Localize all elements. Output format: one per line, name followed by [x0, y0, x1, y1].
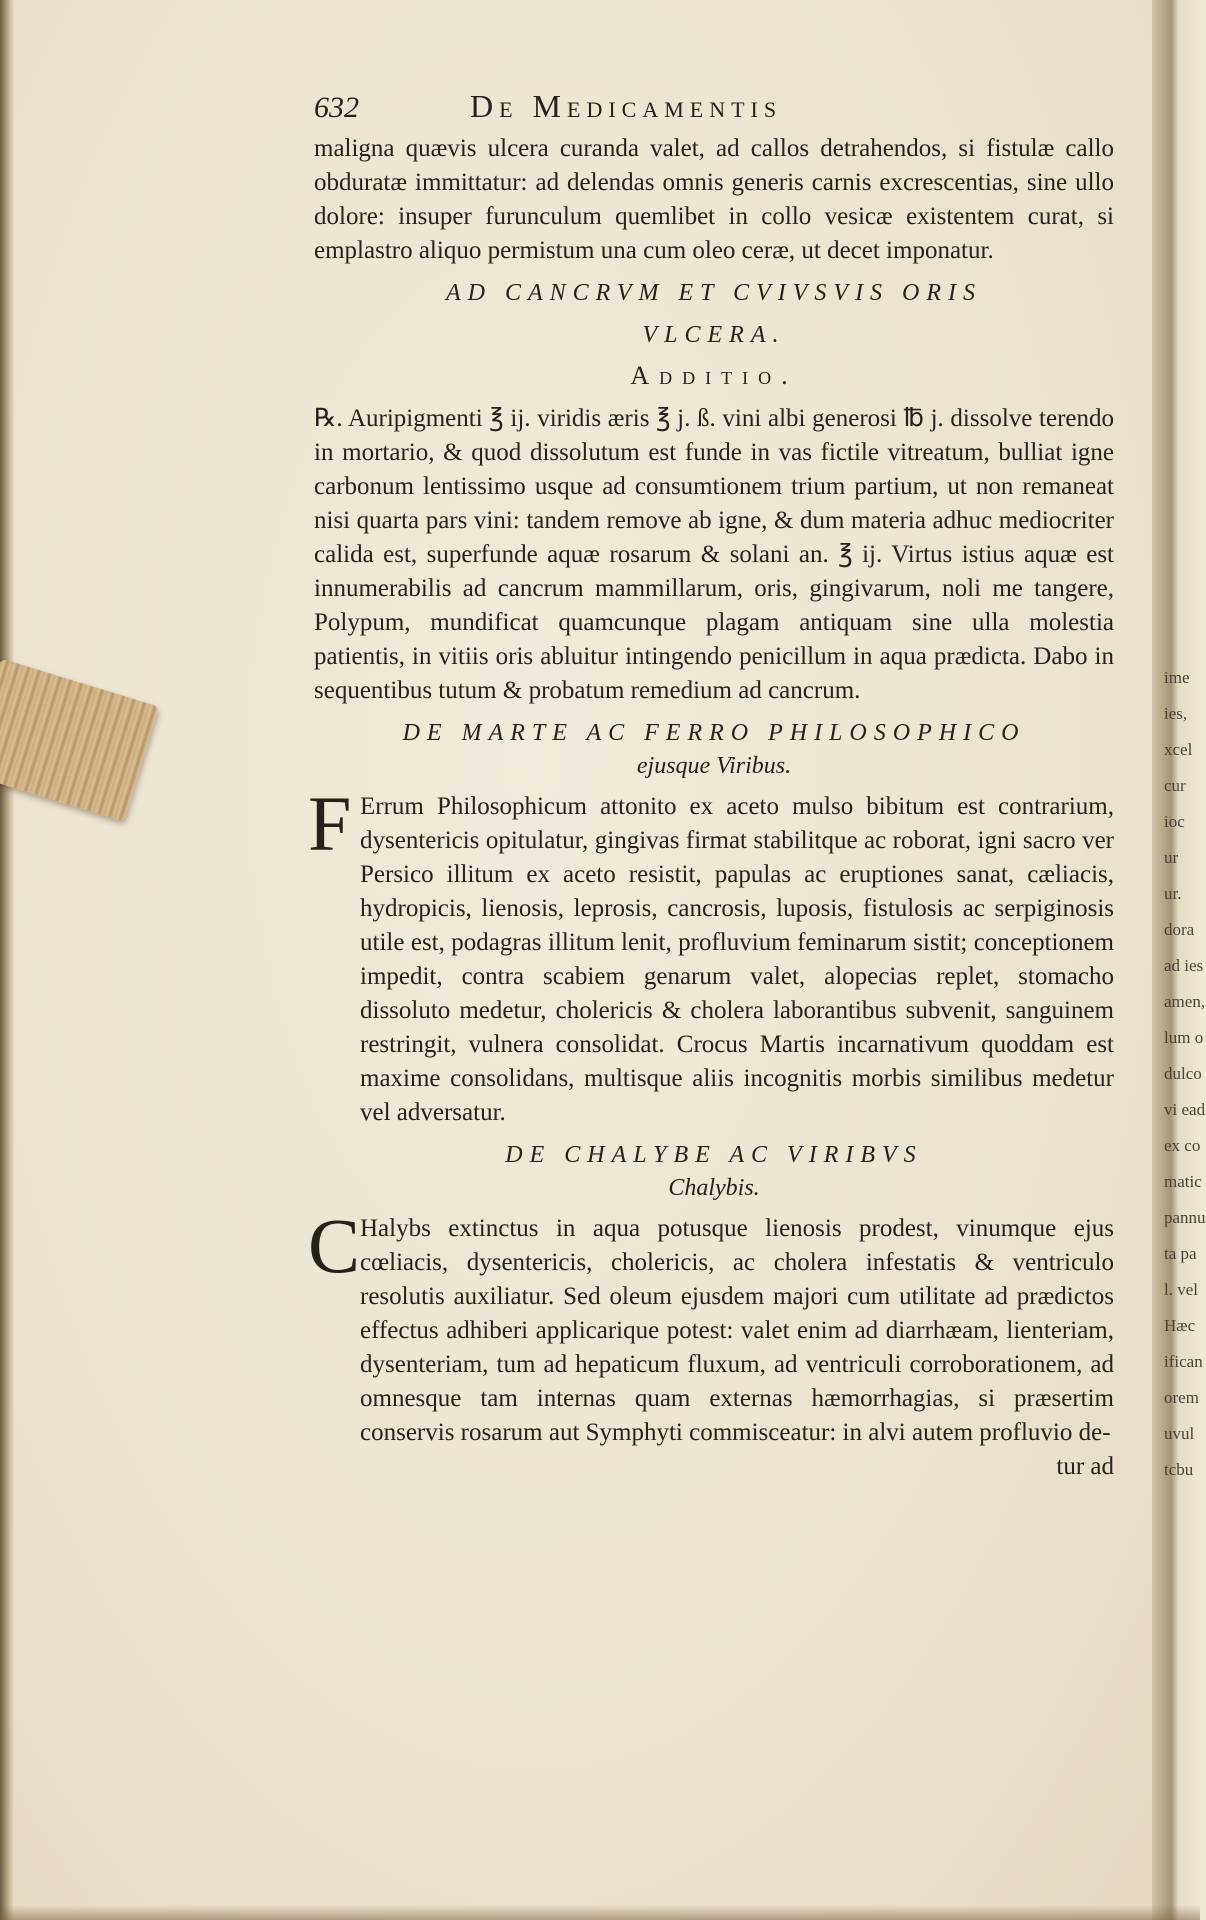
facing-page-fragment: ifican — [1164, 1352, 1203, 1371]
facing-page-fragment: Hæc — [1164, 1316, 1196, 1335]
section-cancrum — [314, 276, 1114, 708]
facing-page-fragment: ioc — [1164, 812, 1185, 831]
facing-page-fragment: amen, — [1164, 992, 1206, 1011]
drop-cap-c: C — [308, 1202, 361, 1289]
facing-page-edge — [1152, 0, 1206, 1920]
facing-page-fragment: vi ead — [1164, 1100, 1206, 1119]
section-heading-marte: DE MARTE AC FERRO PHILOSOPHICO — [402, 720, 1026, 746]
facing-page-fragment: ime — [1164, 668, 1190, 687]
facing-page-fragment: ex co — [1164, 1136, 1201, 1155]
recipe-paragraph: ℞. Auripigmenti ℥ ij. viridis æris ℥ j. ß. vini albi generosi ℔ j. dissolve terendo in mortario, & quod dissolutum est funde in vas fictile vitreatum, bulliat igne carbonum lentissimo usque ad consumtionem trium partium, ut non remaneat nisi quarta pars vini: tandem remove ab igne, & dum materia adhuc mediocriter calida est, superfunde aquæ rosarum & solani an. ℥ ij. Virtus istius aquæ est innumerabilis ad cancrum mammillarum, oris, gingivarum, noli me tangere, Polypum, mundificat quamcunque plagam antiquam sine ulla molestia patientis, in vitiis oris abluitur intingendo penicillum in aqua prædicta. Dabo in sequentibus tutum & probatum remedium ad cancrum. — [314, 405, 1114, 704]
facing-page-fragment: dulco — [1164, 1064, 1202, 1083]
drop-cap-f: F — [308, 780, 352, 867]
facing-page-fragment: lum o — [1164, 1028, 1204, 1047]
facing-page-fragment: dora — [1164, 920, 1195, 939]
chalybe-paragraph-block — [308, 1202, 1114, 1450]
section-chalybe — [308, 1138, 1114, 1484]
section-subheading-marte: ejusque Viribus. — [636, 753, 792, 779]
marte-paragraph: Errum Philosophicum attonito ex aceto mulso bibitum est contrarium, dysentericis opitulatur, gingivas firmat stabilitque ac roborat, igni sacro ver Persico illitum ex aceto resistit, papulas ac eruptiones sanat, cæliacis, hydropicis, lienosis, leprosis, cancrosis, luposis, fistulosis ac serpiginosis utile est, podagras illitum lenit, profluvium feminarum sistit; conceptionem impedit, contra scabiem genarum valet, alopecias replet, stomacho dissoluto medetur, cholericis & cholera laborantibus subvenit, sanguinem restringit, vulnera consolidat. Crocus Martis incarnativum quoddam est maxime consolidans, multisque aliis incognitis morbis similibus medetur vel adversatur. — [360, 793, 1114, 1126]
addition-label: Additio. — [630, 361, 798, 390]
intro-paragraph: maligna quævis ulcera curanda valet, ad callos detrahendos, si fistulæ callo obduratæ immittatur: ad delendas omnis generis carnis excrescentias, sine ullo dolore: insuper furunculum quemlibet in collo vesicæ existentem curat, si emplastro aliquo permistum una cum oleo ceræ, ut decet imponatur. — [314, 135, 1114, 264]
facing-page-fragment: ur. — [1164, 884, 1182, 903]
section-marte — [308, 716, 1114, 1130]
facing-page-fragment: uvul — [1164, 1424, 1195, 1443]
catchword: tur ad — [1056, 1453, 1114, 1480]
facing-page-fragment: ur — [1164, 848, 1179, 867]
facing-page-fragment: xcel — [1164, 740, 1193, 759]
section-heading-chalybe: DE CHALYBE AC VIRIBVS — [505, 1142, 923, 1168]
facing-page-fragment: l. vel — [1164, 1280, 1198, 1299]
bottom-shadow — [0, 1905, 1200, 1920]
page-number: 632 — [314, 91, 359, 124]
facing-page-fragment: ad ies — [1164, 956, 1204, 975]
book-page — [14, 0, 1166, 1920]
section-subheading-chalybe: Chalybis. — [668, 1175, 760, 1201]
facing-page-fragment: tcbu — [1164, 1460, 1194, 1479]
running-head — [314, 88, 1114, 132]
chalybe-paragraph: Halybs extinctus in aqua potusque lienosis prodest, vinumque ejus cœliacis, dysentericis, cholericis, ac cholera infestatis & ventriculo resolutis auxiliatur. Sed oleum ejusdem majori cum utilitate ad prædictos effectus adhiberi applicarique potest: valet enim ad diarrhæam, lienteriam, dysenteriam, tum ad hepaticum fluxum, ad ventriculi corroborationem, ad omnesque tam internas quam externas hæmorrhagias, si præsertim conservis rosarum aut Symphyti commisceatur: in alvi autem profluvio de- — [360, 1215, 1114, 1446]
facing-page-fragment: matic — [1164, 1172, 1202, 1191]
facing-page-fragment: ies, — [1164, 704, 1188, 723]
facing-page-fragment: ta pa — [1164, 1244, 1197, 1263]
scan-left-edge — [0, 0, 14, 1920]
facing-page-fragment: orem — [1164, 1388, 1199, 1407]
running-title: De Medicamentis — [470, 88, 783, 124]
section-heading-cancrum-line2: VLCERA. — [642, 322, 786, 348]
facing-page-fragment: pannu — [1164, 1208, 1206, 1227]
marte-paragraph-block — [308, 780, 1114, 1130]
section-heading-cancrum: AD CANCRVM ET CVIVSVIS ORIS — [445, 280, 983, 306]
facing-page-fragment: cur — [1164, 776, 1186, 795]
page-content — [308, 88, 1114, 1484]
